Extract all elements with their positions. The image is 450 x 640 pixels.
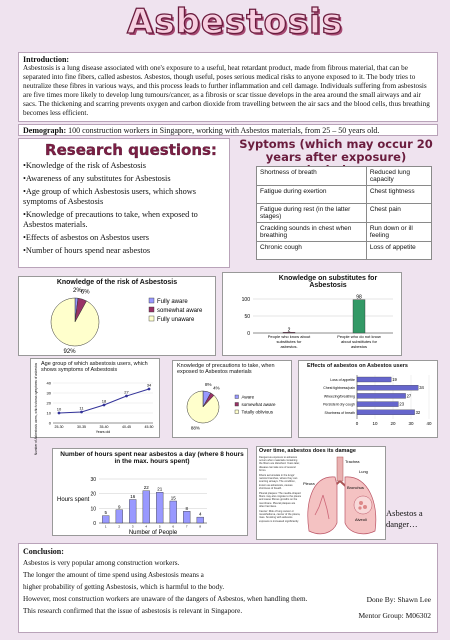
category-label: 25-30 [54,425,64,429]
category-label: Loss of appetite [330,378,355,382]
data-point [103,404,106,407]
table-row [257,223,432,242]
conclusion-line: The longer the amount of time spend using Asbestosis means a [23,571,204,579]
data-label: 34 [146,382,152,388]
tick-label: 0 [93,521,96,527]
diagram-note: Cancer: Risk of lung cancer or mesothelioma, cancer of the pleura, rises. Smoking with asbestos exposure is increased significantly. [259,510,301,523]
lung-diagram [256,446,386,540]
tick-label: 50 [244,314,250,320]
chart-title: Knowledge of precautions to take, when exposed to Asbestos materials [177,363,275,375]
data-label: 27 [124,389,129,395]
data-label: 21 [157,486,163,492]
x-axis-label: Number of People [128,530,178,536]
bar [357,402,398,407]
category-label: substitutes for [276,339,302,344]
table-cell: Chest pain [366,204,431,223]
substitutes-chart [222,272,402,356]
hours-bars [53,469,247,535]
data-label: 10 [56,406,62,412]
data-label: 88% [190,425,200,431]
category-label: 4 [145,524,148,529]
conclusion-line: However, most construction workers are unaware of the dangers of Asbestos, when handling them. [23,595,308,603]
legend-label: somewhat aware [157,308,203,314]
bar [357,393,406,398]
table-row [257,242,432,260]
tick-label: 40 [46,380,51,386]
bar [116,510,123,523]
label-pleura: Pleura [303,481,315,486]
category-label: Wheezing/breathing [323,394,355,399]
category-label: 1 [104,524,107,529]
tick-label: 30 [408,421,414,426]
bar [357,377,391,382]
legend-swatch [149,307,154,312]
table-cell: Run down or ill feeling [366,223,431,242]
table-cell: Fatigue during rest (in the latter stages) [257,204,367,223]
data-label: 19 [392,377,397,382]
data-label: 92% [63,349,76,356]
tick-label: 10 [46,410,51,416]
category-label: 45-50 [144,425,154,429]
category-label: 30-35 [77,425,86,429]
data-label: 6% [80,289,90,296]
introduction-heading: Introduction: [23,55,70,64]
demograph-text: 100 construction workers in Singapore, working with Asbestos materials, from 25 – 50 years old. [68,126,380,135]
category-label: 8 [199,524,202,529]
y-axis-label: Hours spent [57,497,90,503]
tick-label: 20 [390,421,396,426]
category-label: 40-45 [122,425,131,429]
tick-label: 10 [372,421,378,426]
bar [143,491,150,523]
bar [357,385,418,390]
table-cell: Chronic cough [257,242,367,260]
legend-label: Totally oblivious [241,409,274,415]
table-cell: Crackling sounds in chest when breathing [257,223,367,242]
bar [183,511,190,523]
tick-label: 0 [355,421,359,426]
symptoms-table [256,166,432,260]
label-alveoli: Alveoli [355,517,367,522]
tick-label: 20 [90,491,96,498]
conclusion-line: Asbestos is very popular among construction workers. [23,559,180,567]
lung-illustration [301,455,385,539]
category-label: 6 [172,524,175,529]
category-label: 7 [185,524,188,529]
legend-label: Fully aware [157,299,188,305]
category-label: Chest tightness/pain [323,386,355,391]
conclusion-line: higher probability of getting Asbestosis, which is harmful to the body. [23,583,225,591]
data-label: 23 [399,401,405,407]
bar [129,500,136,523]
chart-title: Age group of which asbestosis users, which shows symptoms of Asbestosis [41,361,148,373]
data-label: 18 [101,398,107,404]
data-point [148,388,151,391]
research-questions-list [23,161,225,256]
conclusion-panel [18,543,438,633]
data-label: 9 [117,504,121,510]
data-label: 22 [143,485,149,491]
hours-chart [52,448,248,536]
list-item: • Number of hours spend near asbestos [23,246,225,256]
author: Done By: Shawn Lee [366,595,431,604]
table-row [257,167,432,186]
tick-label: 30 [90,477,96,483]
data-label: 98 [356,294,362,301]
effects-chart [298,360,438,438]
poster-title: Asbestosis [127,2,343,42]
category-label: People who do not know [337,334,381,339]
conclusion-heading: Conclusion: [23,547,64,556]
data-point [125,395,128,398]
category-label: about substitutes for [340,339,378,344]
substitutes-bars [223,291,401,355]
list-item: • Awareness of any substitutes for Asbestosis [23,174,225,184]
legend-swatch [149,298,154,303]
bar [102,516,109,523]
risk-knowledge-chart [18,276,216,356]
category-label: asbestos. [280,344,298,349]
data-label: 5 [104,510,108,516]
tick-label: 40 [426,421,432,426]
category-label: asbestos [350,344,368,349]
table-cell: Fatigue during exertion [257,186,367,204]
pie-slice [51,298,99,346]
category-label: 3 [131,524,134,529]
data-label: 16 [130,494,136,500]
data-label: 8% [204,381,212,387]
y-axis-label: Number of Asbestosis users, which shows symptoms of asbestos [34,362,38,456]
table-cell: Reduced lung capacity [366,167,431,186]
demograph-label: Demograph: [23,126,67,135]
diagram-intro: Dangerous exposure to asbestos occurs when materials containing the fibers are disturbed. Years later, disease can take one of several forms. [259,456,300,472]
chart-title: Knowledge of the risk of Asbestosis [56,279,178,286]
label-trachea: Trachea [345,459,360,464]
diagram-title: Over time, asbestos does its damage [259,448,356,454]
conclusion-line: This research confirmed that the issue of asbestosis is relevant in Singapore. [23,607,243,615]
data-label: 32 [415,409,421,415]
chart-title: Effects of asbestos on Asbestos users [307,363,408,369]
diagram-notes [259,456,301,523]
legend-swatch [149,316,154,321]
table-cell: Loss of appetite [366,242,431,260]
data-label: 2 [287,327,291,334]
table-row [257,186,432,204]
data-label: 4 [198,511,202,517]
category-label: Persistent dry cough [323,402,355,407]
legend-swatch [235,395,239,399]
diagram-note: Fibers accumulate in the lungs' narrow branches, where they can scarring airways. The condition, known as asbestosis, causes shortness of breath. [259,474,298,490]
list-item: • Knowledge of precautions to take, when exposed to Asbestos materials. [23,210,225,230]
research-questions-title: Research questions: [45,141,217,159]
legend-label: Fully unaware [157,317,195,323]
diagram-note: Pleural plaques: The needle-shaped fibers may also migrate to the pleura and cause fibrous growths on the membrane. Pleural plaques are often harmless. [259,492,301,508]
bar [197,517,204,523]
data-label: 8 [185,505,189,511]
diagram-caption: Asbestos a danger… [386,508,423,529]
introduction-text: Asbestosis is a lung disease associated with one's exposure to a useful, heat retardant product, made from fibrous material, that can be separated into fine fibers, called asbestos. Asbestos, though useful, poses serious medical risks to anyone exposed to it. The body tries to neutralize these fibres in various ways, and this process leads to further inflammation and cell damage. Individuals suffering from asbestosis are five times more likely to develop lung tumours/cancer, as a fibrosis or scar tissue develops in the area around the small airways and air sacs. The thickening and scarring prevents oxygen and carbon dioxide from travelling between the air sacs and the blood cells, thus breathing becomes less efficient. [23,64,430,117]
symptoms-panel [234,138,438,268]
category-label: People who know about [267,334,311,339]
data-label: 2% [73,288,82,295]
table-cell: Chest tightness [366,186,431,204]
data-label: 15 [170,495,176,501]
data-point [58,412,61,415]
tick-label: 10 [90,506,96,513]
introduction-panel [18,52,438,122]
tick-label: 100 [241,297,250,303]
chart-title: Knowledge on substitutes for Asbestosis [278,275,378,289]
demograph-panel [18,124,438,136]
list-item: • Knowledge of the risk of Asbestosis [23,161,225,171]
chart-title: Number of hours spent near asbestos a day (where 8 hours in the max. hours spent) [60,451,244,465]
tick-label: 30 [46,390,51,396]
category-label: 5 [158,524,161,529]
data-label: 34 [419,385,424,391]
symptoms-title: Syptoms (which may occur 20 years after exposure) [239,137,433,164]
category-label: 2 [118,524,121,529]
legend-swatch [235,410,239,414]
tick-label: 20 [46,400,51,406]
data-label: 4% [213,385,220,391]
legend-label: somewhat aware [241,402,276,407]
category-label: 35-40 [99,425,109,429]
list-item: • Effects of asbestos on Asbestos users [23,233,225,243]
label-lung: Lung [359,469,368,474]
tick-label: 0 [48,420,51,426]
bar [357,410,415,415]
x-axis-label: Years old [95,430,111,434]
table-row [257,204,432,223]
category-label: Shortness of breath [324,410,355,415]
data-label: 27 [406,393,412,399]
research-questions-panel [18,138,230,268]
precautions-chart [172,360,292,438]
risk-knowledge-pie [19,286,215,356]
age-group-chart [30,358,160,456]
bar [170,501,177,523]
table-cell: Shortness of breath [257,167,367,186]
label-bronchus: Bronchus [347,485,364,490]
tick-label: 0 [247,331,250,337]
data-point [80,411,83,414]
precautions-pie [173,381,291,437]
data-label: 11 [79,405,84,411]
pie-slice [187,391,219,423]
mentor-group: Mentor Group: M06302 [358,611,431,620]
list-item: • Age group of which Asbestosis users, which shows symptoms of Asbestosis [23,187,225,207]
effects-bars [299,371,437,437]
legend-swatch [235,403,239,407]
bar [353,300,365,333]
legend-label: Aware [241,394,255,400]
bar [156,492,163,523]
